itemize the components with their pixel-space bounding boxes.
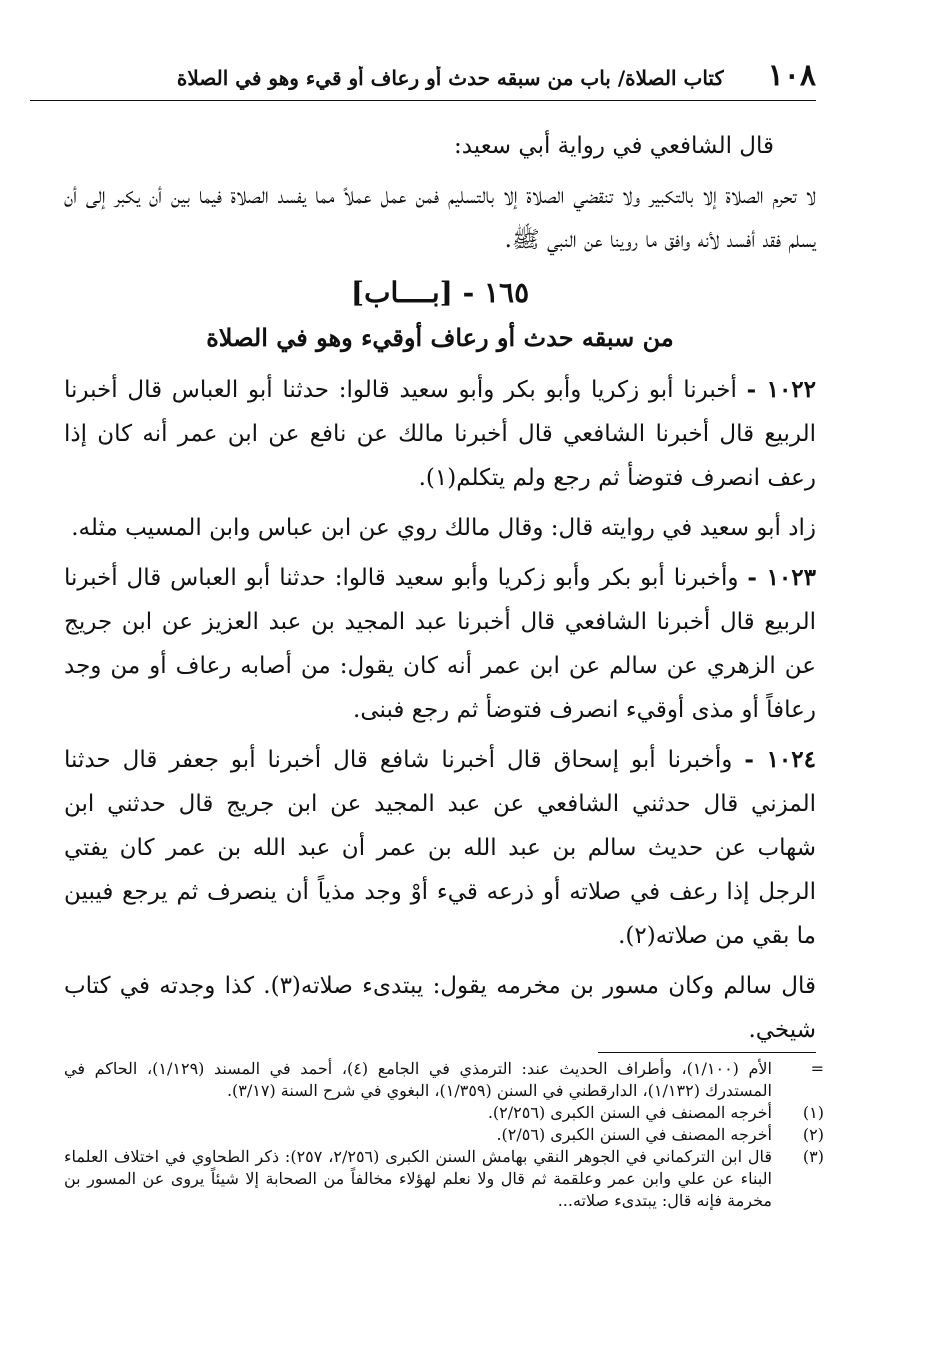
footnote-text: أخرجه المصنف في السنن الكبرى (٢/٢٥٦).: [487, 1103, 772, 1122]
hadith-number: ١٠٢٣ -: [747, 564, 816, 591]
page-number: ١٠٨: [767, 58, 816, 93]
paragraph-addition: زاد أبو سعيد في روايته قال: وقال مالك روي عن ابن عباس وابن المسيب مثله.: [71, 515, 816, 541]
footnotes: [64, 1058, 824, 1212]
footnote-divider: [598, 1052, 816, 1053]
footnote-text: أخرجه المصنف في السنن الكبرى (٢/٥٦).: [496, 1125, 772, 1144]
footnote-text: الأم (١/١٠٠)، وأطراف الحديث عند: الترمذي في الجامع (٤)، أحمد في المسند (١/١٢٩)، الحاكم في المستدرك (١/١٣٢)، الدارقطني في السنن (١/٣٥٩)، البغوي في شرح السنة (٣/١٧).: [64, 1059, 772, 1100]
chapter-number: ١٦٥ - [بــــاب]: [350, 276, 530, 309]
hadith-text: وأخبرنا أبو إسحاق قال أخبرنا شافع قال أخبرنا أبو جعفر قال حدثنا المزني قال حدثني الشافعي عن عبد المجيد عن ابن جريج قال حدثني ابن شهاب عن حديث سالم بن عبد الله بن عمر أن عبد الله بن عمر كان يفتي الرجل إذا رعف في صلاته أو ذرعه قيء أوْ وجد مذياً أن ينصرف ثم يرجع فيبين ما بقي من صلاته(٢).: [64, 747, 816, 949]
footnote-item: [64, 1102, 824, 1124]
footnote-mark: (٢): [802, 1125, 824, 1144]
page-header: [30, 58, 816, 100]
hadith-number: ١٠٢٤ -: [744, 746, 816, 773]
paragraph-intro: قال الشافعي في رواية أبي سعيد:: [453, 133, 774, 159]
footnote-mark: =: [810, 1059, 824, 1078]
hadith-1024: [64, 738, 816, 958]
header-divider: [30, 100, 816, 101]
footnote-mark: (١): [802, 1103, 824, 1122]
hadith-text: أخبرنا أبو زكريا وأبو بكر وأبو سعيد قالوا: حدثنا أبو العباس قال أخبرنا الربيع قال أخبرنا الشافعي قال أخبرنا مالك عن نافع عن ابن عمر أنه كان إذا رعف انصرف فتوضأ ثم رجع ولم يتكلم(١).: [64, 377, 816, 491]
hadith-1022: [64, 368, 816, 500]
footnote-item: [64, 1124, 824, 1146]
hadith-text: وأخبرنا أبو بكر وأبو زكريا وأبو سعيد قالوا: حدثنا أبو العباس قال أخبرنا الربيع قال أخبرنا الشافعي قال أخبرنا عبد المجيد بن عبد العزيز عن ابن جريج عن الزهري عن سالم عن ابن عمر أنه كان يقول: من أصابه رعاف أو من وجد رعافاً أو مذى أوقيء انصرف فتوضأ ثم رجع فبنى.: [64, 565, 816, 723]
running-title: كتاب الصلاة/ باب من سبقه حدث أو رعاف أو قيء وهو في الصلاة: [176, 66, 724, 90]
paragraph-salim: قال سالم وكان مسور بن مخرمه يقول: يبتدىء صلاته(٣). كذا وجدته في كتاب شيخي.: [64, 973, 816, 1043]
main-text: [64, 124, 816, 1058]
paragraph-shafii-quote: لا تحرم الصلاة إلا بالتكبير ولا تنقضي الصلاة إلا بالتسليم فمن عمل عملاً مما يفسد الصلاة فيما بين أن يكبر إلى أن يسلم فقد أفسد لأنه وافق ما روينا عن النبي ﷺ.: [64, 183, 816, 253]
footnote-item: [64, 1146, 824, 1212]
hadith-1023: [64, 556, 816, 732]
chapter-title: من سبقه حدث أو رعاف أوقيء وهو في الصلاة: [206, 323, 674, 352]
footnote-mark: (٣): [802, 1147, 824, 1166]
hadith-number: ١٠٢٢ -: [746, 376, 817, 403]
footnote-text: قال ابن التركماني في الجوهر النقي بهامش السنن الكبرى (٢/٢٥٦، ٢٥٧): ذكر الطحاوي في اختلاف العلماء البناء عن علي وابن عمر وعلقمة ثم قال ولا نعلم لهؤلاء مخالفاً من الصحابة إلا شيئاً يروى عن المسور بن مخرمة فإنه قال: يبتدىء صلاته...: [64, 1147, 773, 1210]
footnote-item: [64, 1058, 824, 1102]
